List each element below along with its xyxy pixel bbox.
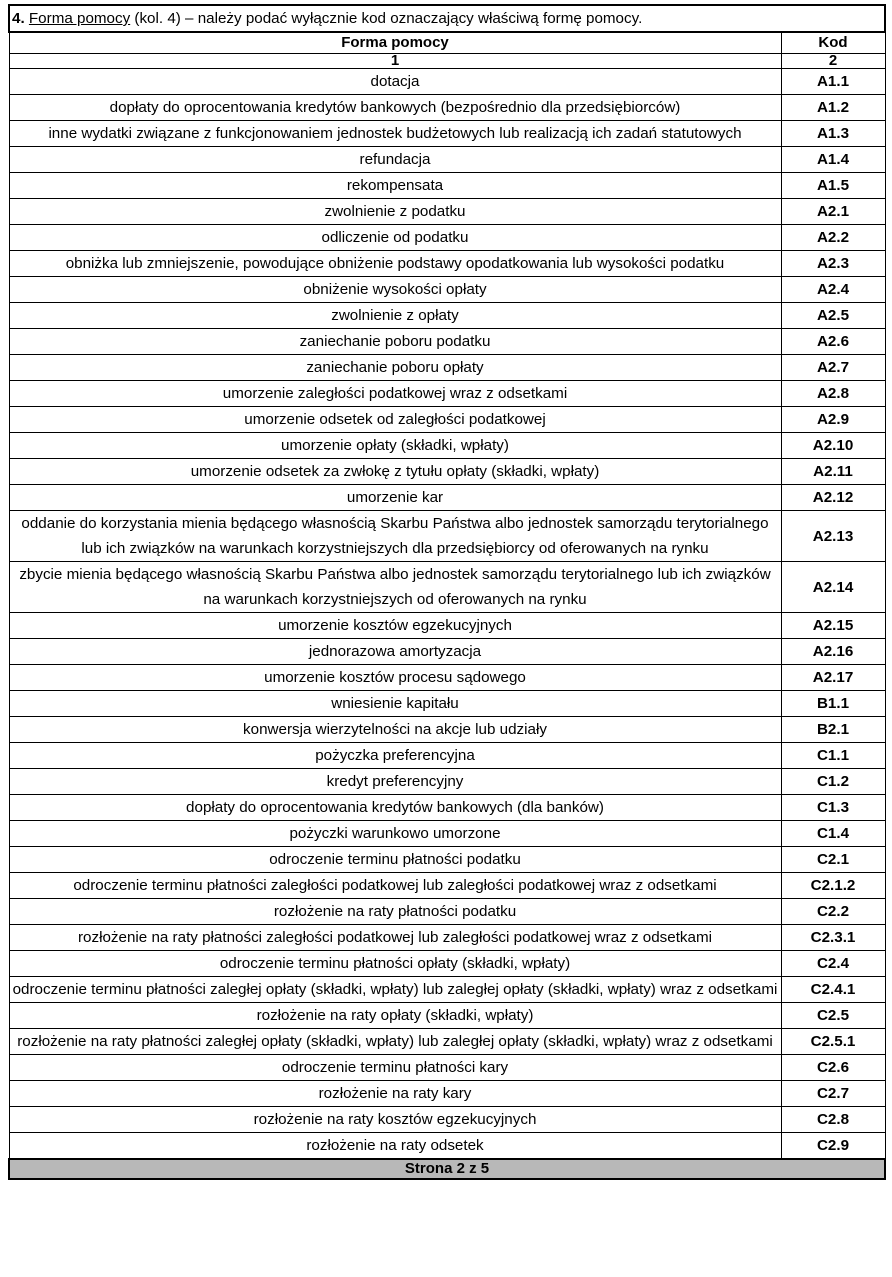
forma-pomocy-cell: odroczenie terminu płatności opłaty (składki, wpłaty) — [9, 951, 781, 977]
table-row — [9, 459, 885, 485]
kod-cell: A2.16 — [781, 639, 885, 665]
page-number: Strona 2 z 5 — [9, 1159, 885, 1179]
table-row — [9, 847, 885, 873]
forma-pomocy-cell: pożyczki warunkowo umorzone — [9, 821, 781, 847]
section-intro-row — [9, 5, 885, 32]
forma-pomocy-cell: odliczenie od podatku — [9, 225, 781, 251]
column-number-row — [9, 54, 885, 69]
forma-pomocy-cell: wniesienie kapitału — [9, 691, 781, 717]
section-intro — [9, 5, 885, 32]
kod-cell: A2.10 — [781, 433, 885, 459]
table-row — [9, 121, 885, 147]
table-row — [9, 381, 885, 407]
kod-cell: C1.2 — [781, 769, 885, 795]
table-row — [9, 251, 885, 277]
kod-cell: A2.2 — [781, 225, 885, 251]
kod-cell: A2.9 — [781, 407, 885, 433]
column-number-2: 2 — [781, 54, 885, 69]
table-header-row — [9, 32, 885, 54]
table-row — [9, 639, 885, 665]
forma-pomocy-cell: rekompensata — [9, 173, 781, 199]
column-number-1: 1 — [9, 54, 781, 69]
table-row — [9, 951, 885, 977]
forma-pomocy-cell: zwolnienie z opłaty — [9, 303, 781, 329]
table-row — [9, 925, 885, 951]
forma-pomocy-table — [8, 4, 886, 1180]
kod-cell: C2.2 — [781, 899, 885, 925]
kod-cell: A2.13 — [781, 511, 885, 562]
kod-cell: A2.8 — [781, 381, 885, 407]
kod-cell: C2.4 — [781, 951, 885, 977]
table-row — [9, 277, 885, 303]
forma-pomocy-cell: umorzenie opłaty (składki, wpłaty) — [9, 433, 781, 459]
kod-cell: C1.1 — [781, 743, 885, 769]
table-row — [9, 69, 885, 95]
forma-pomocy-cell: zbycie mienia będącego własnością Skarbu Państwa albo jednostek samorządu terytorialnego lub ich związków na warunkach korzystniejszych od oferowanych na rynku — [9, 562, 781, 613]
kod-cell: C2.4.1 — [781, 977, 885, 1003]
table-row — [9, 407, 885, 433]
forma-pomocy-cell: rozłożenie na raty kary — [9, 1081, 781, 1107]
forma-pomocy-cell: obniżka lub zmniejszenie, powodujące obniżenie podstawy opodatkowania lub wysokości podatku — [9, 251, 781, 277]
forma-pomocy-cell: odroczenie terminu płatności podatku — [9, 847, 781, 873]
table-row — [9, 899, 885, 925]
table-row — [9, 1003, 885, 1029]
section-instruction: (kol. 4) – należy podać wyłącznie kod oznaczający właściwą formę pomocy. — [130, 10, 643, 27]
table-row — [9, 613, 885, 639]
forma-pomocy-cell: umorzenie kar — [9, 485, 781, 511]
table-row — [9, 1029, 885, 1055]
kod-cell: B1.1 — [781, 691, 885, 717]
table-row — [9, 511, 885, 562]
kod-cell: C2.5 — [781, 1003, 885, 1029]
forma-pomocy-cell: umorzenie kosztów procesu sądowego — [9, 665, 781, 691]
forma-pomocy-cell: umorzenie odsetek za zwłokę z tytułu opłaty (składki, wpłaty) — [9, 459, 781, 485]
forma-pomocy-cell: dotacja — [9, 69, 781, 95]
kod-cell: C1.4 — [781, 821, 885, 847]
kod-cell: A1.4 — [781, 147, 885, 173]
forma-pomocy-cell: rozłożenie na raty płatności zaległości podatkowej lub zaległości podatkowej wraz z odsetkami — [9, 925, 781, 951]
kod-cell: C2.6 — [781, 1055, 885, 1081]
table-row — [9, 147, 885, 173]
kod-cell: A2.6 — [781, 329, 885, 355]
kod-cell: C2.3.1 — [781, 925, 885, 951]
forma-pomocy-cell: dopłaty do oprocentowania kredytów bankowych (dla banków) — [9, 795, 781, 821]
forma-pomocy-cell: oddanie do korzystania mienia będącego własnością Skarbu Państwa albo jednostek samorządu terytorialnego lub ich związków na warunkach korzystniejszych dla przedsiębiorcy od oferowanych na rynku — [9, 511, 781, 562]
forma-pomocy-cell: rozłożenie na raty płatności zaległej opłaty (składki, wpłaty) lub zaległej opłaty (składki, wpłaty) wraz z odsetkami — [9, 1029, 781, 1055]
table-row — [9, 691, 885, 717]
forma-pomocy-cell: zaniechanie poboru podatku — [9, 329, 781, 355]
kod-cell: C2.8 — [781, 1107, 885, 1133]
table-row — [9, 1081, 885, 1107]
table-row — [9, 1133, 885, 1160]
table-row — [9, 485, 885, 511]
document-frame — [8, 4, 884, 1180]
kod-cell: A1.2 — [781, 95, 885, 121]
table-row — [9, 433, 885, 459]
table-row — [9, 95, 885, 121]
table-row — [9, 821, 885, 847]
forma-pomocy-cell: jednorazowa amortyzacja — [9, 639, 781, 665]
kod-cell: A2.5 — [781, 303, 885, 329]
table-row — [9, 665, 885, 691]
forma-pomocy-cell: zaniechanie poboru opłaty — [9, 355, 781, 381]
kod-cell: A2.12 — [781, 485, 885, 511]
kod-cell: C2.7 — [781, 1081, 885, 1107]
table-row — [9, 769, 885, 795]
kod-cell: A1.1 — [781, 69, 885, 95]
kod-cell: A2.17 — [781, 665, 885, 691]
forma-pomocy-cell: rozłożenie na raty odsetek — [9, 1133, 781, 1160]
kod-cell: A2.3 — [781, 251, 885, 277]
kod-cell: C2.1.2 — [781, 873, 885, 899]
forma-pomocy-cell: konwersja wierzytelności na akcje lub udziały — [9, 717, 781, 743]
header-forma-pomocy: Forma pomocy — [9, 32, 781, 54]
table-row — [9, 225, 885, 251]
table-row — [9, 717, 885, 743]
forma-pomocy-cell: dopłaty do oprocentowania kredytów bankowych (bezpośrednio dla przedsiębiorców) — [9, 95, 781, 121]
forma-pomocy-cell: umorzenie zaległości podatkowej wraz z odsetkami — [9, 381, 781, 407]
forma-pomocy-cell: inne wydatki związane z funkcjonowaniem jednostek budżetowych lub realizacją ich zadań statutowych — [9, 121, 781, 147]
kod-cell: C2.5.1 — [781, 1029, 885, 1055]
forma-pomocy-cell: odroczenie terminu płatności zaległej opłaty (składki, wpłaty) lub zaległej opłaty (składki, wpłaty) wraz z odsetkami — [9, 977, 781, 1003]
forma-pomocy-cell: odroczenie terminu płatności kary — [9, 1055, 781, 1081]
forma-pomocy-cell: umorzenie odsetek od zaległości podatkowej — [9, 407, 781, 433]
forma-pomocy-cell: umorzenie kosztów egzekucyjnych — [9, 613, 781, 639]
forma-pomocy-cell: refundacja — [9, 147, 781, 173]
kod-cell: A1.5 — [781, 173, 885, 199]
kod-cell: C1.3 — [781, 795, 885, 821]
table-row — [9, 1055, 885, 1081]
forma-pomocy-cell: rozłożenie na raty opłaty (składki, wpłaty) — [9, 1003, 781, 1029]
kod-cell: A1.3 — [781, 121, 885, 147]
table-row — [9, 173, 885, 199]
forma-pomocy-cell: odroczenie terminu płatności zaległości podatkowej lub zaległości podatkowej wraz z odsetkami — [9, 873, 781, 899]
forma-pomocy-cell: rozłożenie na raty kosztów egzekucyjnych — [9, 1107, 781, 1133]
table-row — [9, 303, 885, 329]
table-row — [9, 562, 885, 613]
kod-cell: A2.7 — [781, 355, 885, 381]
kod-cell: B2.1 — [781, 717, 885, 743]
table-row — [9, 977, 885, 1003]
forma-pomocy-cell: rozłożenie na raty płatności podatku — [9, 899, 781, 925]
forma-pomocy-cell: zwolnienie z podatku — [9, 199, 781, 225]
table-row — [9, 873, 885, 899]
table-row — [9, 795, 885, 821]
kod-cell: C2.9 — [781, 1133, 885, 1160]
forma-pomocy-cell: obniżenie wysokości opłaty — [9, 277, 781, 303]
forma-pomocy-cell: kredyt preferencyjny — [9, 769, 781, 795]
header-kod: Kod — [781, 32, 885, 54]
page-footer-row — [9, 1159, 885, 1179]
table-row — [9, 355, 885, 381]
kod-cell: C2.1 — [781, 847, 885, 873]
table-row — [9, 743, 885, 769]
section-title: Forma pomocy — [28, 10, 131, 27]
forma-pomocy-cell: pożyczka preferencyjna — [9, 743, 781, 769]
kod-cell: A2.1 — [781, 199, 885, 225]
table-row — [9, 1107, 885, 1133]
kod-cell: A2.15 — [781, 613, 885, 639]
section-number: 4. — [12, 10, 25, 27]
table-row — [9, 199, 885, 225]
table-row — [9, 329, 885, 355]
kod-cell: A2.14 — [781, 562, 885, 613]
kod-cell: A2.4 — [781, 277, 885, 303]
kod-cell: A2.11 — [781, 459, 885, 485]
